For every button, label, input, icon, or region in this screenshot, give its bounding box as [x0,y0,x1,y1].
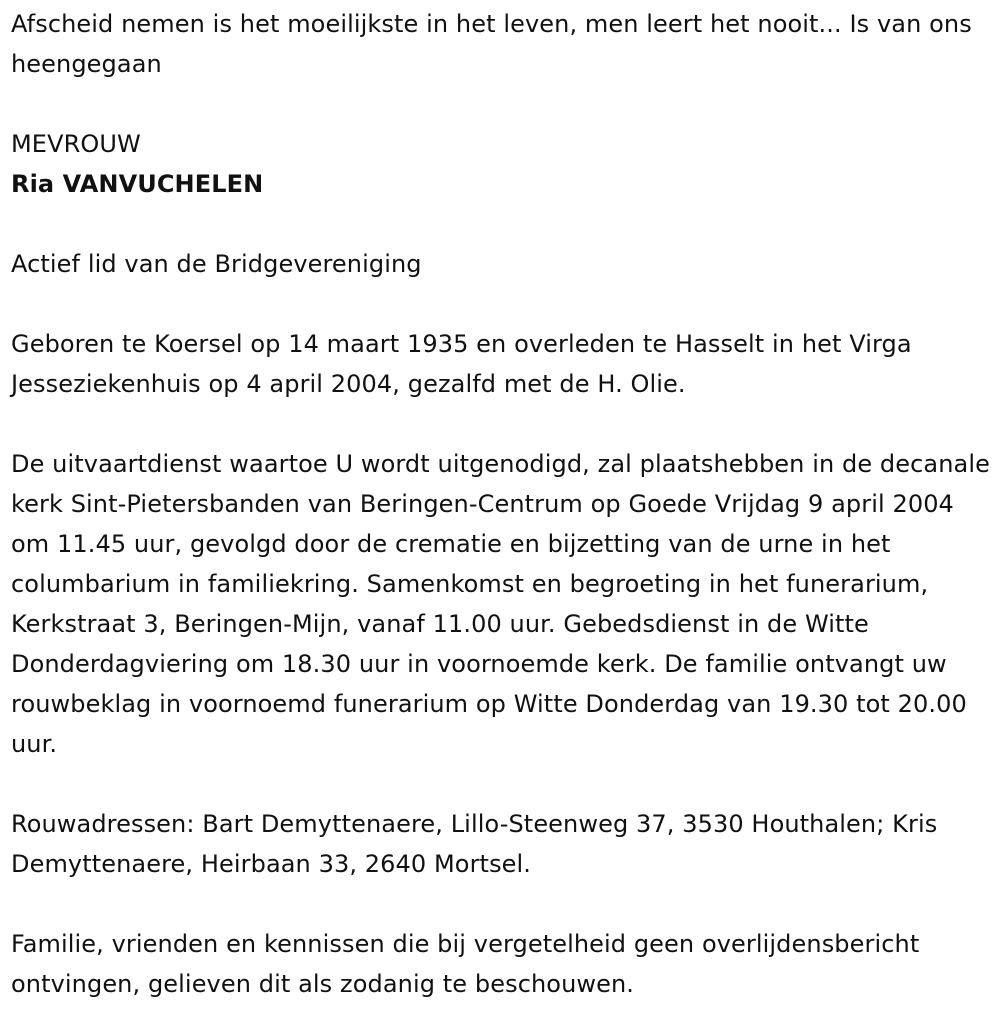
deceased-name: Ria VANVUCHELEN [11,170,264,198]
salutation: MEVROUW [11,130,141,158]
mourning-addresses: Rouwadressen: Bart Demyttenaere, Lillo-Steenweg 37, 3530 Houthalen; Kris Demyttenaere, Heirbaan 33, 2640 Mortsel. [11,810,938,878]
closing-text: Familie, vrienden en kennissen die bij vergetelheid geen overlijdensbericht ontvingen, gelieven dit als zodanig te beschouwen. [11,930,920,998]
obituary-notice [11,4,996,1004]
intro-text: Afscheid nemen is het moeilijkste in het leven, men leert het nooit... Is van ons heengegaan [11,10,972,78]
birth-death-text: Geboren te Koersel op 14 maart 1935 en overleden te Hasselt in het Virga Jesseziekenhuis op 4 april 2004, gezalfd met de H. Olie. [11,330,912,398]
membership-text: Actief lid van de Bridgevereniging [11,250,422,278]
funeral-details: De uitvaartdienst waartoe U wordt uitgenodigd, zal plaatshebben in de decanale kerk Sint-Pietersbanden van Beringen-Centrum op Goede Vrijdag 9 april 2004 om 11.45 uur, gevolgd door de crematie en bijzetting van de urne in het columbarium in familiekring. Samenkomst en begroeting in het funerarium, Kerkstraat 3, Beringen-Mijn, vanaf 11.00 uur. Gebedsdienst in de Witte Donderdagviering om 18.30 uur in voornoemde kerk. De familie ontvangt uw rouwbeklag in voornoemd funerarium op Witte Donderdag van 19.30 tot 20.00 uur. [11,450,990,758]
